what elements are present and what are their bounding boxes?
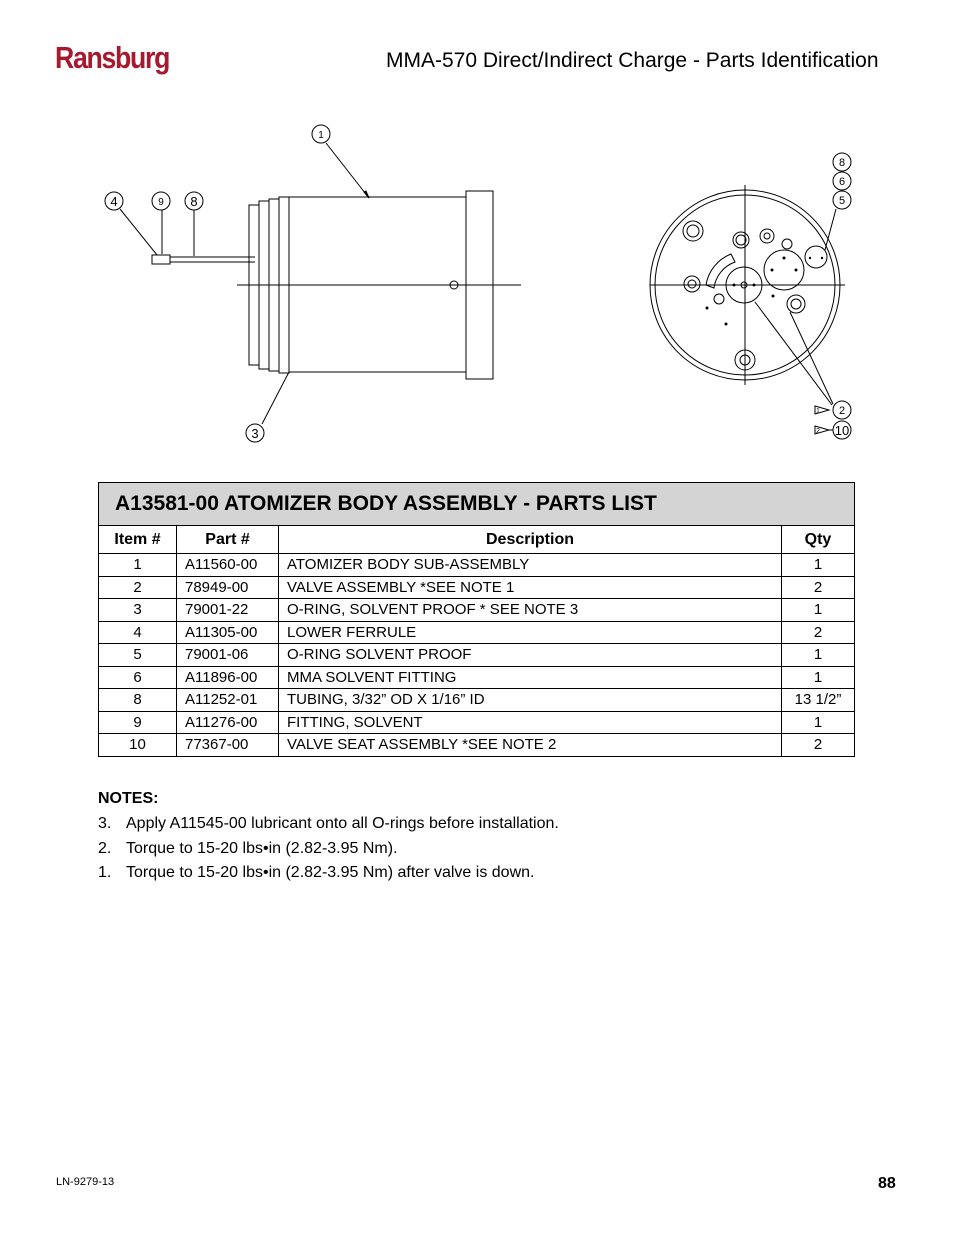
cell-part: A11560-00: [177, 554, 279, 577]
callout-10-label: 10: [834, 423, 850, 438]
cell-item: 6: [99, 666, 177, 689]
page-number: 88: [878, 1175, 896, 1192]
parts-drawing: [0, 110, 954, 455]
table-row: [99, 666, 855, 689]
cell-description: FITTING, SOLVENT: [279, 711, 782, 734]
cell-description: TUBING, 3/32” OD X 1/16” ID: [279, 689, 782, 712]
callout-small-1: 1: [816, 408, 820, 415]
table-row: [99, 554, 855, 577]
cell-part: A11305-00: [177, 621, 279, 644]
col-header-item: Item #: [99, 526, 177, 554]
solvent-fitting-shape: [152, 255, 170, 264]
cell-item: 8: [99, 689, 177, 712]
note-text: Torque to 15-20 lbs•in (2.82-3.95 Nm).: [126, 840, 398, 857]
note-item: [98, 840, 398, 858]
cell-item: 10: [99, 734, 177, 757]
callout-8-label: 8: [190, 194, 198, 209]
cell-qty: 1: [782, 599, 855, 622]
cell-qty: 2: [782, 734, 855, 757]
parts-list-title: A13581-00 ATOMIZER BODY ASSEMBLY - PARTS LIST: [99, 483, 855, 526]
callout-8-end-label: 8: [838, 157, 846, 169]
cell-description: ATOMIZER BODY SUB-ASSEMBLY: [279, 554, 782, 577]
note-text: Torque to 15-20 lbs•in (2.82-3.95 Nm) after valve is down.: [126, 864, 535, 881]
cell-description: O-RING, SOLVENT PROOF * SEE NOTE 3: [279, 599, 782, 622]
table-row: [99, 644, 855, 667]
note-number: 2.: [98, 840, 112, 857]
cell-qty: 1: [782, 554, 855, 577]
document-number: LN-9279-13: [56, 1176, 115, 1188]
callout-5-label: 5: [838, 195, 846, 207]
note-item: [98, 864, 534, 882]
cell-qty: 1: [782, 666, 855, 689]
cell-part: A11276-00: [177, 711, 279, 734]
table-row: [99, 734, 855, 757]
cell-part: A11252-01: [177, 689, 279, 712]
callout-small-2: 2: [816, 428, 820, 435]
note-text: Apply A11545-00 lubricant onto all O-rings before installation.: [126, 815, 559, 832]
col-header-part: Part #: [177, 526, 279, 554]
cell-qty: 1: [782, 711, 855, 734]
cell-part: 79001-06: [177, 644, 279, 667]
cell-qty: 13 1/2”: [782, 689, 855, 712]
callout-9-label: 9: [158, 197, 164, 208]
cell-description: VALVE SEAT ASSEMBLY *SEE NOTE 2: [279, 734, 782, 757]
notes-title: NOTES:: [98, 790, 159, 807]
table-row: [99, 576, 855, 599]
cell-description: O-RING SOLVENT PROOF: [279, 644, 782, 667]
col-header-description: Description: [279, 526, 782, 554]
cell-description: MMA SOLVENT FITTING: [279, 666, 782, 689]
parts-list-table: [98, 482, 855, 757]
cell-item: 1: [99, 554, 177, 577]
table-row: [99, 621, 855, 644]
note-number: 3.: [98, 815, 112, 832]
table-row: [99, 599, 855, 622]
cell-item: 2: [99, 576, 177, 599]
cell-part: 77367-00: [177, 734, 279, 757]
callout-1-label: 1: [318, 130, 324, 141]
note-item: [98, 815, 559, 833]
callout-2-label: 2: [838, 405, 846, 417]
cell-description: LOWER FERRULE: [279, 621, 782, 644]
cell-description: VALVE ASSEMBLY *SEE NOTE 1: [279, 576, 782, 599]
cell-item: 9: [99, 711, 177, 734]
callout-4-label: 4: [110, 194, 118, 209]
page-title: MMA-570 Direct/Indirect Charge - Parts Identification: [386, 49, 879, 72]
note-number: 1.: [98, 864, 112, 881]
col-header-qty: Qty: [782, 526, 855, 554]
callout-3-label: 3: [251, 426, 259, 441]
cell-qty: 1: [782, 644, 855, 667]
cell-item: 4: [99, 621, 177, 644]
cell-item: 5: [99, 644, 177, 667]
cell-qty: 2: [782, 621, 855, 644]
callout-6-label: 6: [838, 176, 846, 188]
brand-logo: Ransburg: [55, 40, 170, 75]
cell-qty: 2: [782, 576, 855, 599]
table-row: [99, 689, 855, 712]
cell-part: A11896-00: [177, 666, 279, 689]
cell-part: 78949-00: [177, 576, 279, 599]
cell-item: 3: [99, 599, 177, 622]
table-row: [99, 711, 855, 734]
cell-part: 79001-22: [177, 599, 279, 622]
